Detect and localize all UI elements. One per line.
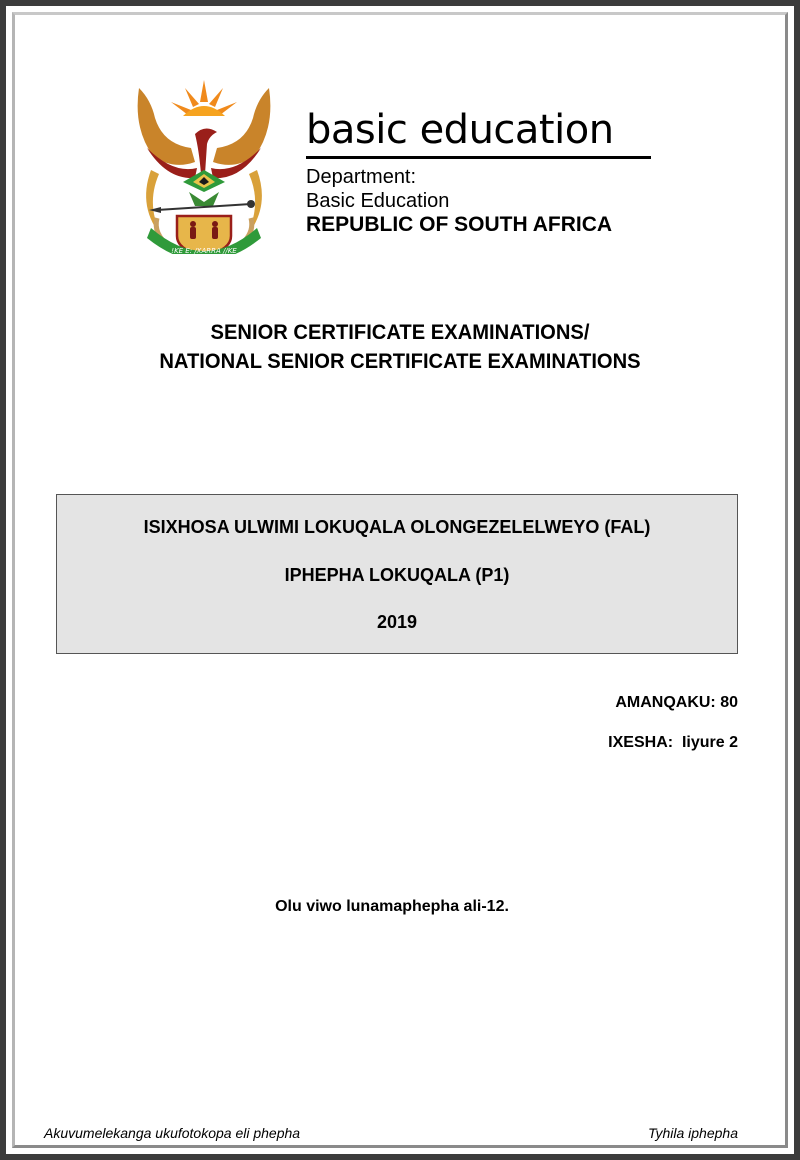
subject-title: ISIXHOSA ULWIMI LOKUQALA OLONGEZELELWEYO (FAL) (143, 517, 651, 537)
brand-title: basic education (306, 107, 614, 153)
exam-heading (16, 318, 784, 376)
brand-text (306, 108, 651, 237)
footer-turn-page: Tyhila iphepha (647, 1125, 738, 1141)
exam-year: 2019 (376, 612, 418, 632)
crest-motto: !KE E: /XARRA //KE (171, 247, 237, 254)
exam-heading-line2: NATIONAL SENIOR CERTIFICATE EXAMINATIONS (159, 350, 641, 373)
exam-heading-line1: SENIOR CERTIFICATE EXAMINATIONS/ (210, 321, 590, 344)
coat-of-arms-icon (133, 78, 275, 254)
exam-duration: IXESHA: Iiyure 2 (608, 734, 738, 751)
page-count-note: Olu viwo lunamaphepha ali-12. (275, 898, 509, 915)
department-name: Basic Education (306, 190, 450, 212)
paper-title: IPHEPHA LOKUQALA (P1) (284, 565, 510, 585)
footer-copy-notice: Akuvumelekanga ukufotokopa eli phepha (44, 1125, 301, 1141)
country-name: REPUBLIC OF SOUTH AFRICA (306, 213, 613, 236)
department-label: Department: (306, 166, 417, 188)
total-marks: AMANQAKU: 80 (615, 694, 738, 711)
brand-divider (306, 156, 651, 159)
subject-box (56, 494, 738, 654)
